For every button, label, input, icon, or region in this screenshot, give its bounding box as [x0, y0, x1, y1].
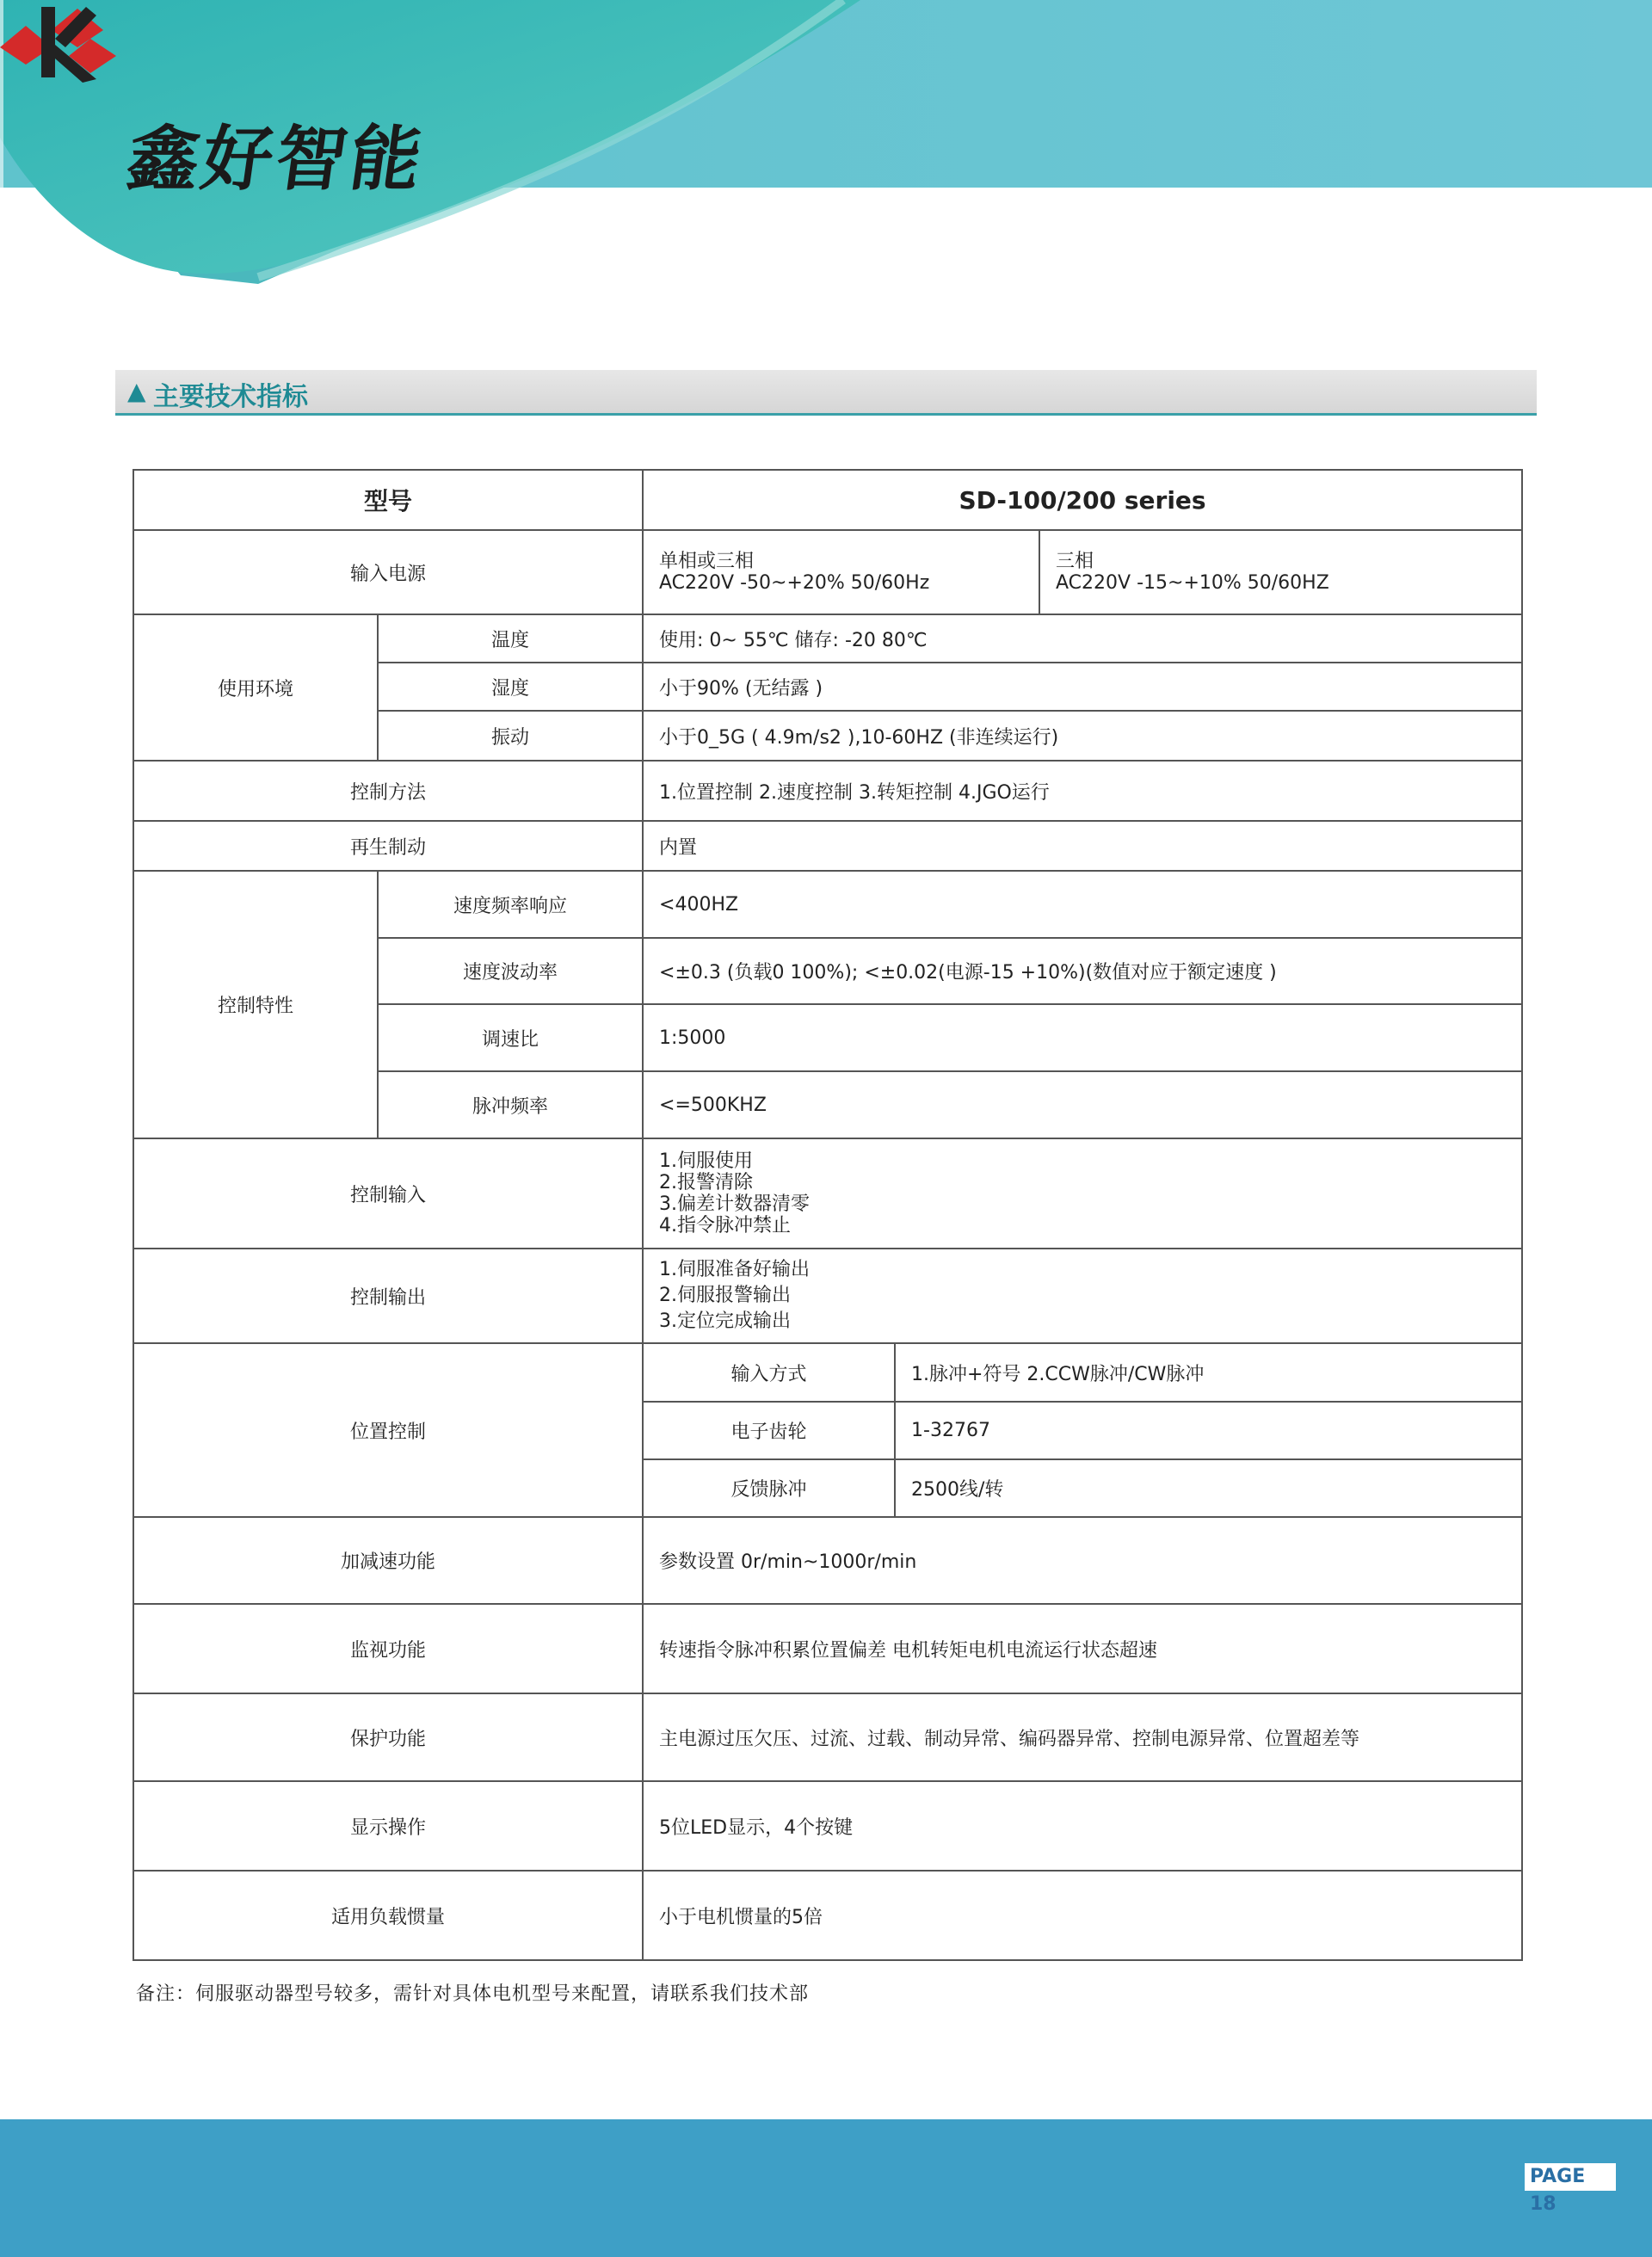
env-value: 小于0_5G ( 4.9m/s2 ),10-60HZ (非连续运行) [643, 711, 1522, 761]
list-item: 3.偏差计数器清零 [659, 1193, 811, 1215]
list-item: 1.伺服准备好输出 [659, 1259, 811, 1280]
char-value: <400HZ [643, 871, 1522, 938]
footnote: 备注：伺服驱动器型号较多，需针对具体电机型号来配置，请联系我们技术部 [136, 1983, 810, 2005]
regen-label: 再生制动 [133, 821, 643, 871]
power-single [643, 530, 1039, 614]
power-label: 输入电源 [133, 530, 643, 614]
section-heading [115, 370, 1537, 416]
protect-label: 保护功能 [133, 1693, 643, 1781]
list-item: 2.伺服报警输出 [659, 1285, 792, 1306]
position-value: 1-32767 [895, 1402, 1522, 1459]
position-sub-label: 输入方式 [643, 1343, 895, 1402]
position-sub-label: 电子齿轮 [643, 1402, 895, 1459]
position-sub-label: 反馈脉冲 [643, 1459, 895, 1517]
table-row [133, 470, 1522, 530]
position-label: 位置控制 [133, 1343, 643, 1517]
table-row [133, 821, 1522, 871]
accel-label: 加减速功能 [133, 1517, 643, 1604]
page-footer [0, 2119, 1652, 2257]
table-row [133, 1693, 1522, 1781]
char-value: <=500KHZ [643, 1071, 1522, 1138]
control-output-label: 控制输出 [133, 1249, 643, 1343]
table-row [133, 761, 1522, 821]
char-value: <±0.3 (负载0 100%); <±0.02(电源-15 +10%)(数值对应于额定速度 ) [643, 938, 1522, 1004]
env-sub-label: 振动 [378, 711, 643, 761]
display-label: 显示操作 [133, 1781, 643, 1871]
spec-table [133, 469, 1523, 1961]
table-row [133, 1781, 1522, 1871]
power-single-line: AC220V -50~+20% 50/60Hz [659, 572, 930, 594]
table-row [133, 1138, 1522, 1249]
env-value: 小于90% (无结露 ) [643, 663, 1522, 711]
control-input-value [643, 1138, 1522, 1249]
power-single-line: 单相或三相 [659, 551, 755, 572]
accel-value: 参数设置 0r/min~1000r/min [643, 1517, 1522, 1604]
table-row [133, 1871, 1522, 1960]
char-sub-label: 速度波动率 [378, 938, 643, 1004]
env-sub-label: 湿度 [378, 663, 643, 711]
table-row [133, 530, 1522, 614]
control-input-label: 控制输入 [133, 1138, 643, 1249]
char-sub-label: 调速比 [378, 1004, 643, 1071]
char-sub-label: 速度频率响应 [378, 871, 643, 938]
list-item: 2.报警清除 [659, 1172, 754, 1193]
display-value: 5位LED显示，4个按键 [643, 1781, 1522, 1871]
power-three-line: 三相 [1056, 551, 1094, 572]
table-row [133, 1604, 1522, 1693]
table-row [133, 871, 1522, 938]
power-three [1039, 530, 1522, 614]
brand-name: 鑫好智能 [122, 119, 430, 200]
power-three-line: AC220V -15~+10% 50/60HZ [1056, 572, 1329, 594]
environment-label: 使用环境 [133, 614, 378, 761]
protect-value: 主电源过压欠压、过流、过载、制动异常、编码器异常、控制电源异常、位置超差等 [643, 1693, 1522, 1781]
env-sub-label: 温度 [378, 614, 643, 663]
env-value: 使用: 0~ 55℃ 储存: -20 80℃ [643, 614, 1522, 663]
page-header [0, 0, 1652, 293]
triangle-icon: ▲ [127, 377, 146, 405]
list-item: 1.伺服使用 [659, 1150, 754, 1172]
control-method-value: 1.位置控制 2.速度控制 3.转矩控制 4.JGO运行 [643, 761, 1522, 821]
char-value: 1:5000 [643, 1004, 1522, 1071]
table-row [133, 1249, 1522, 1343]
monitor-value: 转速指令脉冲积累位置偏差 电机转矩电机电流运行状态超速 [643, 1604, 1522, 1693]
control-output-value [643, 1249, 1522, 1343]
header-model: SD-100/200 series [643, 470, 1522, 530]
logo-icon [0, 0, 129, 86]
char-sub-label: 脉冲频率 [378, 1071, 643, 1138]
monitor-label: 监视功能 [133, 1604, 643, 1693]
control-method-label: 控制方法 [133, 761, 643, 821]
table-row [133, 1343, 1522, 1402]
inertia-label: 适用负载惯量 [133, 1871, 643, 1960]
section-title: 主要技术指标 [153, 382, 308, 412]
control-char-label: 控制特性 [133, 871, 378, 1138]
list-item: 3.定位完成输出 [659, 1310, 792, 1332]
regen-value: 内置 [643, 821, 1522, 871]
position-value: 1.脉冲+符号 2.CCW脉冲/CW脉冲 [895, 1343, 1522, 1402]
position-value: 2500线/转 [895, 1459, 1522, 1517]
page-number: PAGE 18 [1525, 2163, 1616, 2191]
inertia-value: 小于电机惯量的5倍 [643, 1871, 1522, 1960]
table-row [133, 614, 1522, 663]
list-item: 4.指令脉冲禁止 [659, 1215, 792, 1236]
table-row [133, 1517, 1522, 1604]
header-label: 型号 [133, 470, 643, 530]
